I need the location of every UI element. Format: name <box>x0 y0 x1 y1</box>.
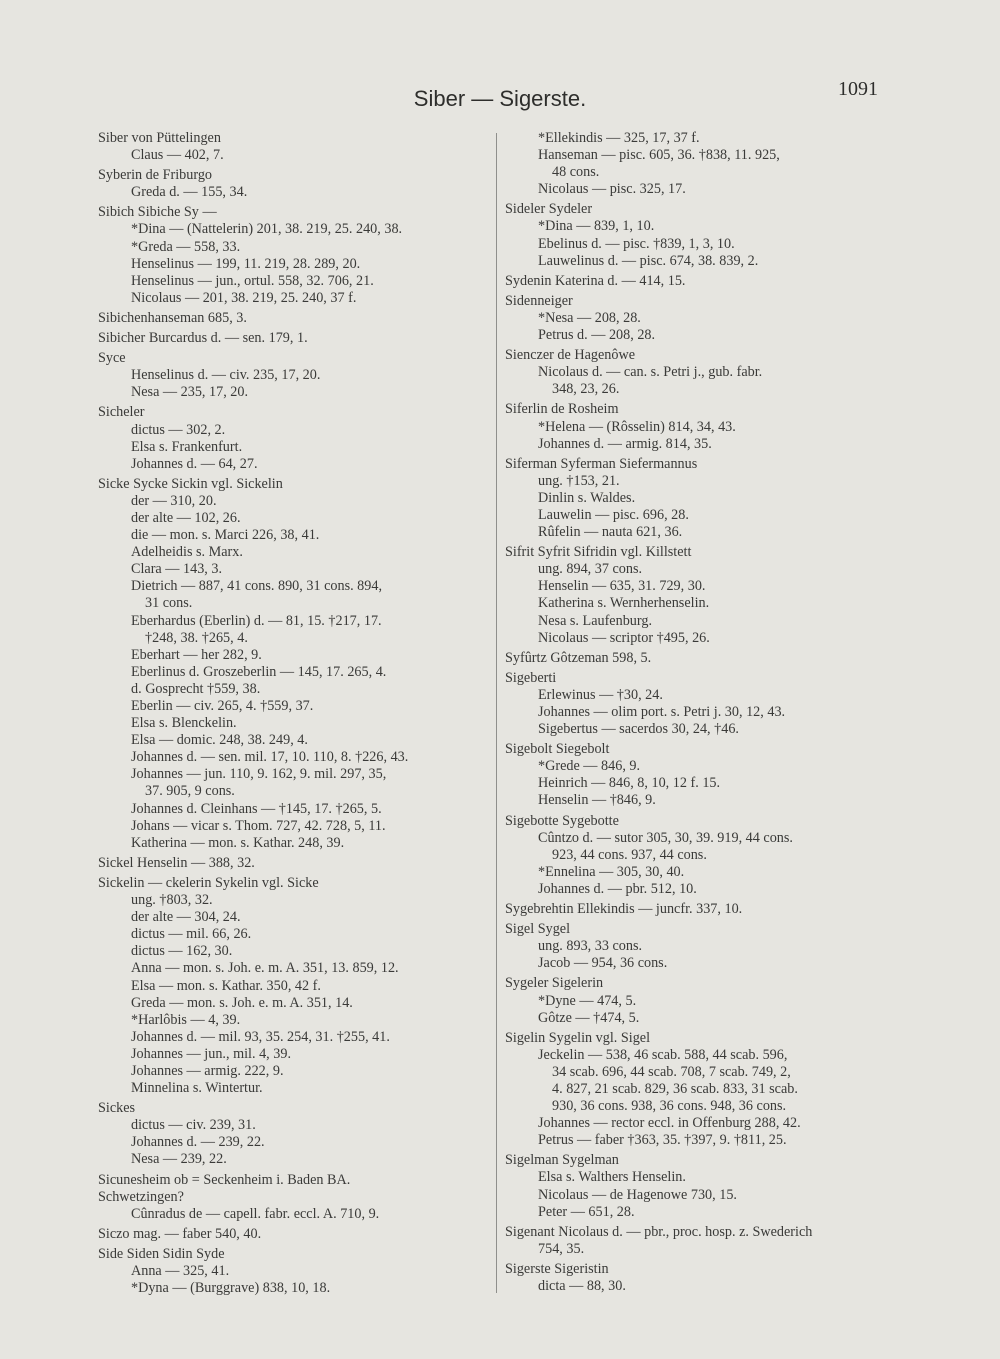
index-entry <box>505 401 905 452</box>
entry-subline: Jacob — 954, 36 cons. <box>538 955 668 972</box>
entry-subline: Petrus d. — 208, 28. <box>538 327 656 344</box>
entry-subline: die — mon. s. Marci 226, 38, 41. <box>131 527 320 544</box>
entry-subline: Nesa — 235, 17, 20. <box>131 384 249 401</box>
entry-heading: Sidenneiger <box>505 292 573 309</box>
entry-subline: Henselinus d. — civ. 235, 17, 20. <box>131 367 321 384</box>
index-entry <box>98 310 490 327</box>
entry-subline: *Ellekindis — 325, 17, 37 f. <box>538 130 700 146</box>
entry-subline: ung. 894, 37 cons. <box>538 561 643 578</box>
entry-subline: Dinlin s. Waldes. <box>538 489 636 506</box>
entry-subline: dictus — civ. 239, 31. <box>131 1117 256 1134</box>
entry-heading: Sicunesheim ob = Seckenheim i. Baden BA. <box>98 1171 351 1188</box>
entry-subline: *Dyna — (Burggrave) 838, 10, 18. <box>131 1280 331 1297</box>
entry-subline: Schwetzingen? <box>98 1188 184 1205</box>
index-entry <box>98 350 490 401</box>
index-entry <box>98 404 490 472</box>
entry-subline: Johannes d. — pbr. 512, 10. <box>538 880 697 897</box>
entry-subline: Jeckelin — 538, 46 scab. 588, 44 scab. 596, <box>538 1046 788 1063</box>
entry-subline: Johannes — olim port. s. Petri j. 30, 12, 43. <box>538 704 786 720</box>
index-entry <box>98 130 490 164</box>
entry-subline: Elsa — domic. 248, 38. 249, 4. <box>131 732 308 749</box>
entry-subline: *Dina — 839, 1, 10. <box>538 218 655 235</box>
entry-heading: Side Siden Sidin Syde <box>98 1245 225 1262</box>
entry-subline: Katherina — mon. s. Kathar. 248, 39. <box>131 834 345 851</box>
entry-subline: Katherina s. Wernherhenselin. <box>538 595 710 612</box>
entry-subline: *Dyne — 474, 5. <box>538 992 637 1009</box>
entry-heading: Sigeberti <box>505 669 557 686</box>
entry-subline: Lauwelinus d. — pisc. 674, 38. 839, 2. <box>538 252 759 269</box>
index-entry <box>505 741 905 809</box>
entry-continuation-line: 930, 36 cons. 938, 36 cons. 948, 36 cons. <box>552 1098 787 1115</box>
entry-heading: Sygeler Sigelerin <box>505 975 604 992</box>
entry-heading: Sigenant Nicolaus d. — pbr., proc. hosp. z. Swederich <box>505 1223 813 1240</box>
entry-subline: dictus — 302, 2. <box>131 421 226 438</box>
entry-subline: *Grede — 846, 9. <box>538 758 641 775</box>
index-entry <box>505 670 905 738</box>
entry-subline: Elsa s. Blenckelin. <box>131 715 237 732</box>
index-entry <box>98 476 490 852</box>
entry-subline: Anna — mon. s. Joh. e. m. A. 351, 13. 859, 12. <box>131 960 399 977</box>
entry-heading: Sickes <box>98 1100 136 1117</box>
index-entry <box>505 813 905 898</box>
entry-subline: dictus — 162, 30. <box>131 943 233 960</box>
entry-subline: Greda d. — 155, 34. <box>131 184 248 201</box>
entry-subline: Petrus — faber †363, 35. †397, 9. †811, 25. <box>538 1132 787 1149</box>
entry-heading: Sygebrehtin Ellekindis — juncfr. 337, 10. <box>505 901 743 918</box>
entry-subline: Nesa — 239, 22. <box>131 1151 227 1168</box>
entry-subline: ung. 893, 33 cons. <box>538 938 643 955</box>
entry-heading: Sibichenhanseman 685, 3. <box>98 309 247 326</box>
entry-subline: ung. †803, 32. <box>131 892 213 909</box>
entry-heading: Sigelin Sygelin vgl. Sigel <box>505 1029 651 1046</box>
entry-subline: *Greda — 558, 33. <box>131 238 241 255</box>
entry-subline: *Ennelina — 305, 30, 40. <box>538 863 685 880</box>
index-entry <box>98 330 490 347</box>
entry-subline: Henselinus — jun., ortul. 558, 32. 706, 21. <box>131 272 374 289</box>
index-entry <box>505 901 905 918</box>
entry-subline: Cûntzo d. — sutor 305, 30, 39. 919, 44 cons. <box>538 829 793 846</box>
entry-subline: der alte — 304, 24. <box>131 909 241 926</box>
entry-heading: Sienczer de Hagenôwe <box>505 347 635 364</box>
entry-subline: Ebelinus d. — pisc. †839, 1, 3, 10. <box>538 235 735 252</box>
entry-subline: Elsa s. Walthers Henselin. <box>538 1169 686 1186</box>
entry-subline: Elsa s. Frankenfurt. <box>131 438 243 455</box>
index-entry <box>505 544 905 647</box>
entry-continuation-line: 4. 827, 21 scab. 829, 36 scab. 833, 31 scab. <box>552 1080 798 1097</box>
entry-heading: Sibich Sibiche Sy — <box>98 204 217 221</box>
index-entry <box>505 293 905 344</box>
entry-subline: der — 310, 20. <box>131 492 217 509</box>
index-entry <box>505 347 905 398</box>
entry-heading: Siferman Syferman Siefermannus <box>505 455 698 472</box>
entry-subline: Elsa — mon. s. Kathar. 350, 42 f. <box>131 977 321 994</box>
entry-heading: Sideler Sydeler <box>505 201 593 218</box>
entry-continuation-line: 923, 44 cons. 937, 44 cons. <box>552 846 707 863</box>
index-entry <box>98 167 490 201</box>
index-entry <box>98 1226 490 1243</box>
entry-heading: Sigelman Sygelman <box>505 1152 619 1169</box>
entry-subline: dictus — mil. 66, 26. <box>131 926 252 943</box>
entry-subline: *Nesa — 208, 28. <box>538 309 641 326</box>
index-entry <box>505 201 905 269</box>
entry-subline: Nicolaus — 201, 38. 219, 25. 240, 37 f. <box>131 289 357 306</box>
index-entry <box>98 855 490 872</box>
index-entry <box>505 975 905 1026</box>
entry-subline: Minnelina s. Wintertur. <box>131 1080 263 1097</box>
index-entry <box>505 1030 905 1150</box>
entry-subline: Dietrich — 887, 41 cons. 890, 31 cons. 894, <box>131 578 383 595</box>
entry-subline: Lauwelin — pisc. 696, 28. <box>538 506 689 523</box>
entry-subline: Johannes d. — 239, 22. <box>131 1134 265 1151</box>
entry-subline: Cûnradus de — capell. fabr. eccl. A. 710, 9. <box>131 1205 380 1222</box>
entry-subline: 754, 35. <box>538 1240 585 1257</box>
entry-continuation-line: 348, 23, 26. <box>552 381 620 398</box>
right-column <box>505 130 905 1298</box>
entry-heading: Syfûrtz Gôtzeman 598, 5. <box>505 649 652 666</box>
entry-subline: Sigebertus — sacerdos 30, 24, †46. <box>538 721 739 738</box>
entry-subline: Nicolaus — de Hagenowe 730, 15. <box>538 1186 737 1203</box>
entry-heading: Siferlin de Rosheim <box>505 401 619 418</box>
entry-subline: Johannes d. — armig. 814, 35. <box>538 435 712 452</box>
index-entry <box>505 650 905 667</box>
entry-subline: Adelheidis s. Marx. <box>131 544 243 561</box>
index-entry <box>98 875 490 1097</box>
entry-subline: Johannes d. Cleinhans — †145, 17. †265, 5. <box>131 800 382 817</box>
index-entry <box>505 921 905 972</box>
index-entry <box>505 1224 905 1258</box>
entry-subline: Johannes d. — mil. 93, 35. 254, 31. †255, 41. <box>131 1028 390 1045</box>
page-title: Siber — Sigerste. <box>413 86 587 111</box>
entry-heading: Sifrit Syfrit Sifridin vgl. Killstett <box>505 544 692 561</box>
entry-subline: Eberlin — civ. 265, 4. †559, 37. <box>131 698 314 714</box>
entry-continuation-line: 37. 905, 9 cons. <box>145 783 235 800</box>
index-entry <box>505 456 905 541</box>
index-entry <box>505 1261 905 1295</box>
column-divider <box>496 133 497 1293</box>
entry-subline: der alte — 102, 26. <box>131 509 241 526</box>
entry-subline: Henselinus — 199, 11. 219, 28. 289, 20. <box>131 255 361 272</box>
entry-heading: Sigel Sygel <box>505 921 571 938</box>
index-entry <box>98 204 490 307</box>
entry-subline: Rûfelin — nauta 621, 36. <box>538 524 683 541</box>
entry-subline: Johannes — rector eccl. in Offenburg 288, 42. <box>538 1115 801 1132</box>
entry-heading: Sydenin Katerina d. — 414, 15. <box>505 272 686 289</box>
entry-heading: Syberin de Friburgo <box>98 167 213 184</box>
index-entry <box>98 1100 490 1168</box>
entry-subline: Gôtze — †474, 5. <box>538 1009 640 1026</box>
entry-heading: Sicheler <box>98 404 145 421</box>
entry-subline: *Dina — (Nattelerin) 201, 38. 219, 25. 240, 38. <box>131 221 403 238</box>
index-entry <box>505 273 905 290</box>
entry-subline: Johannes d. — sen. mil. 17, 10. 110, 8. †226, 43. <box>131 749 409 766</box>
entry-continuation-line: 48 cons. <box>552 164 600 181</box>
entry-subline: Eberhardus (Eberlin) d. — 81, 15. †217, 17. <box>131 612 382 629</box>
left-column <box>98 130 490 1300</box>
entry-subline: Henselin — 635, 31. 729, 30. <box>538 578 706 595</box>
entry-subline: *Helena — (Rôsselin) 814, 34, 43. <box>538 418 736 435</box>
entry-continuation-line: 31 cons. <box>145 595 193 612</box>
entry-subline: Johannes d. — 64, 27. <box>131 455 258 472</box>
entry-subline: Heinrich — 846, 8, 10, 12 f. 15. <box>538 775 721 792</box>
index-entry <box>98 1246 490 1297</box>
entry-subline: Anna — 325, 41. <box>131 1263 230 1279</box>
entry-subline: Clara — 143, 3. <box>131 561 223 578</box>
entry-subline: Nicolaus — pisc. 325, 17. <box>538 181 686 198</box>
entry-subline: Hanseman — pisc. 605, 36. †838, 11. 925, <box>538 147 780 164</box>
entry-heading: Sickel Henselin — 388, 32. <box>98 854 255 871</box>
entry-heading: Siber von Püttelingen <box>98 130 221 146</box>
entry-heading: Sibicher Burcardus d. — sen. 179, 1. <box>98 330 308 347</box>
entry-subline: Greda — mon. s. Joh. e. m. A. 351, 14. <box>131 994 353 1011</box>
page-number: 1091 <box>838 78 878 100</box>
entry-subline: Nesa s. Laufenburg. <box>538 612 652 629</box>
entry-heading: Sigerste Sigeristin <box>505 1260 609 1277</box>
entry-subline: Peter — 651, 28. <box>538 1203 635 1220</box>
entry-subline: Johannes — jun. 110, 9. 162, 9. mil. 297, 35, <box>131 766 387 783</box>
entry-heading: Sigebolt Siegebolt <box>505 741 610 758</box>
entry-subline: d. Gosprecht †559, 38. <box>131 680 261 697</box>
entry-subline: Claus — 402, 7. <box>131 147 224 164</box>
entry-heading: Sigebotte Sygebotte <box>505 812 619 829</box>
entry-subline: Erlewinus — †30, 24. <box>538 686 663 703</box>
entry-subline: ung. †153, 21. <box>538 472 620 489</box>
index-entry <box>505 130 905 198</box>
entry-subline: Johannes — jun., mil. 4, 39. <box>131 1045 291 1062</box>
entry-subline: Eberhart — her 282, 9. <box>131 646 262 663</box>
entry-subline: dicta — 88, 30. <box>538 1278 626 1294</box>
entry-subline: Johans — vicar s. Thom. 727, 42. 728, 5, 11. <box>131 817 386 834</box>
entry-subline: Johannes — armig. 222, 9. <box>131 1062 284 1079</box>
entry-subline: Eberlinus d. Groszeberlin — 145, 17. 265, 4. <box>131 663 387 680</box>
entry-subline: Nicolaus d. — can. s. Petri j., gub. fabr. <box>538 364 763 381</box>
entry-heading: Sickelin — ckelerin Sykelin vgl. Sicke <box>98 874 319 891</box>
entry-subline: Henselin — †846, 9. <box>538 792 656 809</box>
entry-continuation-line: 34 scab. 696, 44 scab. 708, 7 scab. 749, 2, <box>552 1063 791 1080</box>
entry-subline: Nicolaus — scriptor †495, 26. <box>538 629 710 646</box>
index-entry <box>505 1152 905 1220</box>
entry-heading: Sicke Sycke Sickin vgl. Sickelin <box>98 475 283 492</box>
entry-subline: *Harlôbis — 4, 39. <box>131 1011 241 1028</box>
entry-continuation-line: †248, 38. †265, 4. <box>145 629 248 646</box>
entry-heading: Siczo mag. — faber 540, 40. <box>98 1225 262 1242</box>
entry-heading: Syce <box>98 350 126 367</box>
index-entry <box>98 1172 490 1223</box>
